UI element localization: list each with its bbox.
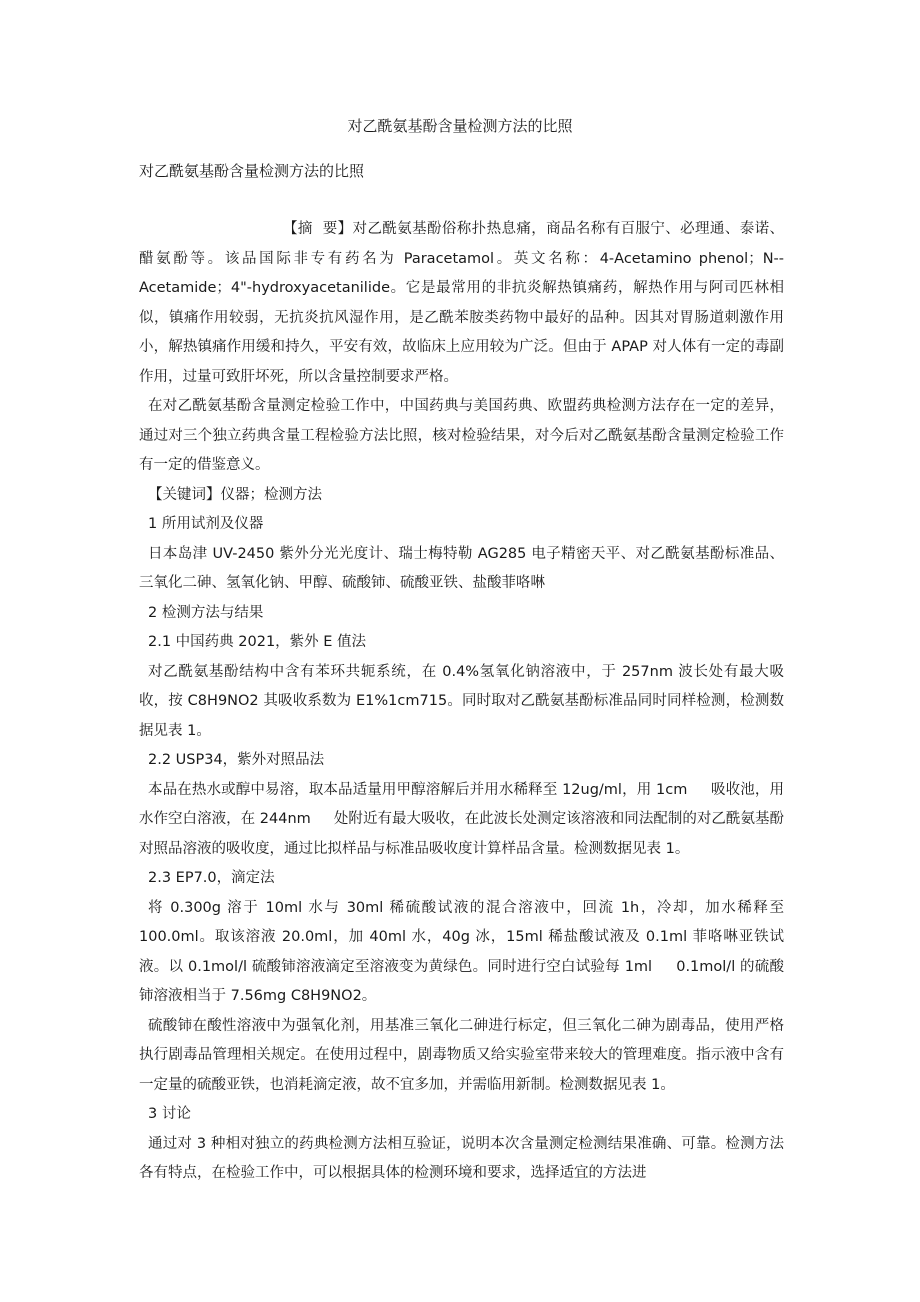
section-1-heading: 1 所用试剂及仪器	[148, 516, 264, 532]
document-title: 对乙酰氨基酚含量检测方法的比照	[347, 117, 573, 135]
section-3-heading: 3 讨论	[148, 1106, 191, 1122]
section-2-1-text: 对乙酰氨基酚结构中含有苯环共轭系统，在 0.4%氢氧化钠溶液中，于 257nm 波长处有最大吸收，按 C8H9NO2 其吸收系数为 E1%1cm715。同时取对乙酰氨基酚标准品同时同样检测，检测数据见表 1。	[139, 663, 784, 739]
section-2-3-text: 将 0.300g 溶于 10ml 水与 30ml 稀硫酸试液的混合溶液中，回流 1h，冷却，加水稀释至 100.0ml。取该溶液 20.0ml，加 40ml 水，40g 冰，15ml 稀盐酸试液及 0.1ml 菲咯啉亚铁试液。以 0.1mol/l 硫酸铈溶液滴定至溶液变为黄绿色。同时进行空白试验每 1ml 0.1mol/l 的硫酸铈溶液相当于 7.56mg C8H9NO2。	[139, 899, 789, 1004]
section-2-2-text: 本品在热水或醇中易溶，取本品适量用甲醇溶解后并用水稀释至 12ug/ml，用 1cm 吸收池，用水作空白溶液，在 244nm 处附近有最大吸收，在此波长处测定该溶液和同法配制的对乙酰氨基酚对照品溶液的吸收度，通过比拟样品与标准品吸收度计算样品含量。检测数据见表 1。	[139, 781, 784, 857]
section-1-text: 日本岛津 UV-2450 紫外分光光度计、瑞士梅特勒 AG285 电子精密天平、对乙酰氨基酚标准品、三氧化二砷、氢氧化钠、甲醇、硫酸铈、硫酸亚铁、盐酸菲咯啉	[139, 545, 784, 591]
section-2-2-heading: 2.2 USP34，紫外对照品法	[148, 752, 325, 768]
abstract-paragraph: 【摘 要】对乙酰氨基酚俗称扑热息痛，商品名称有百服宁、必理通、泰诺、醋氨酚等。该品国际非专有药名为 Paracetamol。英文名称：4-Acetamino phenol；N--Acetamide；4"-hydroxyacetanilide。它是最常用的非抗炎解热镇痛药，解热作用与阿司匹林相似，镇痛作用较弱，无抗炎抗风湿作用，是乙酰苯胺类药物中最好的品种。因其对胃肠道刺激作用小，解热镇痛作用缓和持久，平安有效，故临床上应用较为广泛。但由于 APAP 对人体有一定的毒副作用，过量可致肝坏死，所以含量控制要求严格。	[139, 221, 784, 385]
document-body	[139, 157, 789, 1189]
blank-line	[139, 185, 784, 215]
section-2-3-note: 硫酸铈在酸性溶液中为强氧化剂，用基准三氧化二砷进行标定，但三氧化二砷为剧毒品，使用严格执行剧毒品管理相关规定。在使用过程中，剧毒物质又给实验室带来较大的管理难度。指示液中含有一定量的硫酸亚铁，也消耗滴定液，故不宜多加，并需临用新制。检测数据见表 1。	[139, 1017, 784, 1093]
section-2-3-heading: 2.3 EP7.0，滴定法	[148, 870, 275, 886]
document-subtitle: 对乙酰氨基酚含量检测方法的比照	[139, 162, 365, 180]
section-2-1-heading: 2.1 中国药典 2021，紫外 E 值法	[148, 634, 367, 650]
section-2-heading: 2 检测方法与结果	[148, 604, 264, 621]
intro-paragraph: 在对乙酰氨基酚含量测定检验工作中，中国药典与美国药典、欧盟药典检测方法存在一定的差异，通过对三个独立药典含量工程检验方法比照，核对检验结果，对今后对乙酰氨基酚含量测定检验工作有一定的借鉴意义。	[139, 398, 784, 473]
keywords-line: 【关键词】仪器；检测方法	[148, 486, 322, 503]
section-3-text: 通过对 3 种相对独立的药典检测方法相互验证，说明本次含量测定检测结果准确、可靠。检测方法各有特点，在检验工作中，可以根据具体的检测环境和要求，选择适宜的方法进	[139, 1135, 784, 1181]
